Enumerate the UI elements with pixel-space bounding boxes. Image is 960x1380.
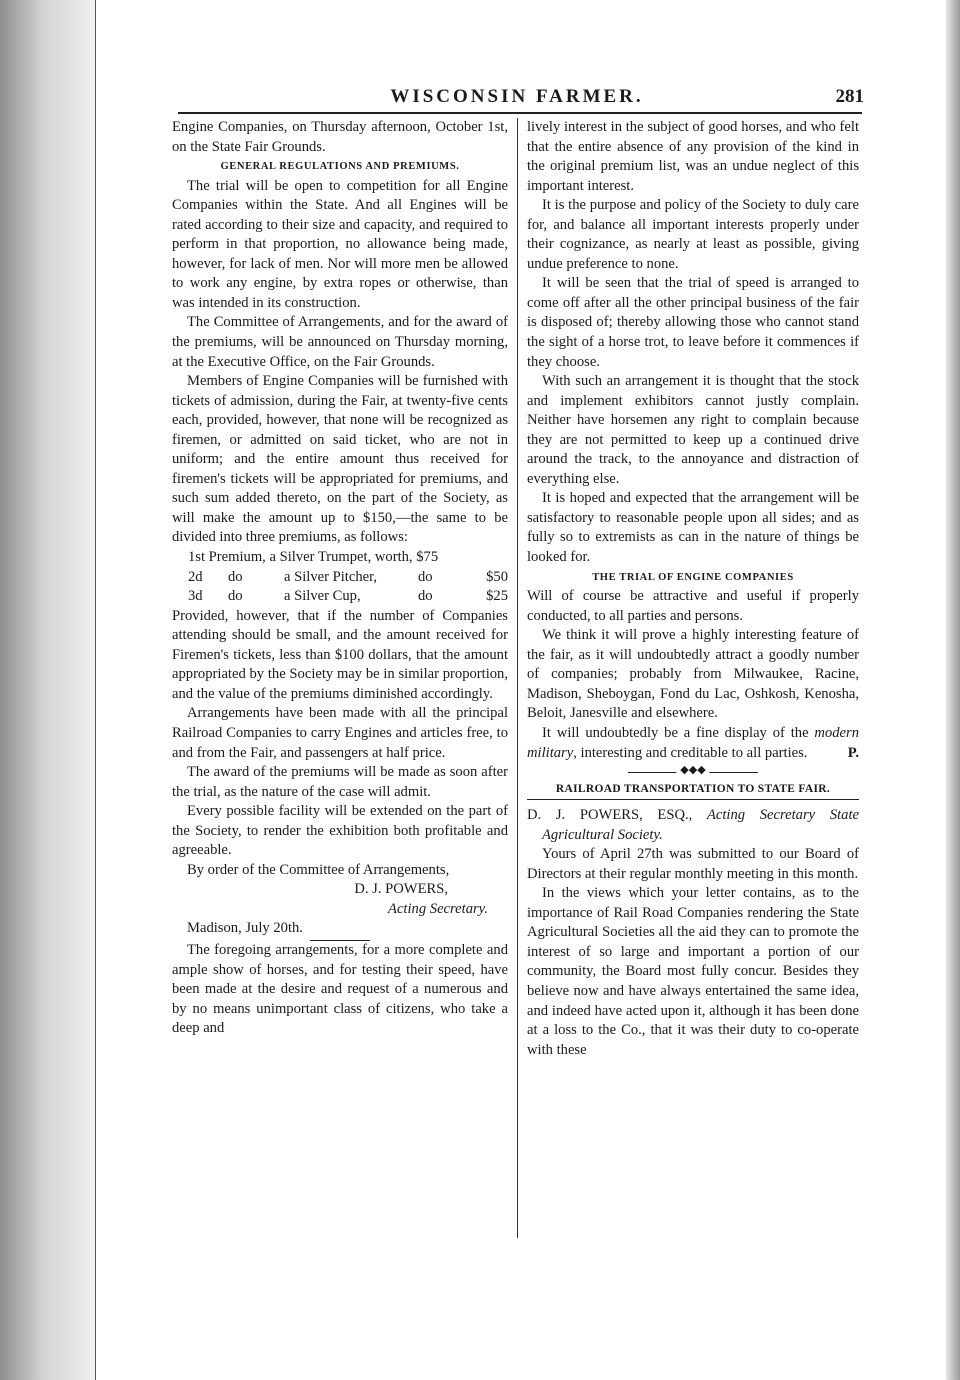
premium-ordinal: 3d xyxy=(188,588,203,605)
emphasis-text: modern military xyxy=(527,724,859,761)
section-heading: THE TRIAL OF ENGINE COMPANIES xyxy=(592,571,794,583)
paragraph: It is hoped and expected that the arrangement will be satisfactory to reasonable people upon all sides; and as fully so to extremists as can in the nature of things be looked for. xyxy=(527,490,859,566)
paragraph xyxy=(527,724,859,763)
paragraph: Will of course be attractive and useful if properly conducted, to all parties and persons. xyxy=(527,588,859,624)
addressee-name: D. J. POWERS, ESQ., xyxy=(527,807,693,824)
paragraph: We think it will prove a highly interesting feature of the fair, as it will undoubtedly attract a goodly number of companies; probably from Milwaukee, Racine, Madison, Sheboygan, Fond du Lac, Oshkosh, Kenosha, Beloit, Janesville and elsewhere. xyxy=(527,627,859,722)
premium-amount: $25 xyxy=(486,588,508,605)
column-divider xyxy=(517,118,518,1238)
paragraph: Every possible facility will be extended on the part of the Society, to render the exhibition both profitable and agreeable. xyxy=(172,803,508,859)
paragraph: The foregoing arrangements, for a more complete and ample show of horses, and for testing their speed, have been made at the desire and request of a numerous and by no means unimportant class of citizens, who take a deep and xyxy=(172,941,508,1037)
signature-title: Acting Secretary. xyxy=(388,900,488,917)
page-edge-shadow xyxy=(946,0,960,1380)
premium-ditto: do xyxy=(418,588,433,605)
text-run: , interesting and creditable to all parties. xyxy=(573,744,808,761)
book-binding-shadow xyxy=(0,0,96,1380)
page-header xyxy=(170,86,864,112)
addressee xyxy=(527,806,859,845)
ornamental-rule xyxy=(628,764,758,783)
paragraph: By order of the Committee of Arrangements, xyxy=(187,861,450,878)
ornament-glyph: ◆◆◆ xyxy=(676,763,709,777)
dateline: Madison, July 20th. xyxy=(187,920,303,937)
text-run: It will undoubtedly be a fine display of the xyxy=(542,724,815,741)
paragraph: The award of the premiums will be made as soon after the trial, as the nature of the case will admit. xyxy=(172,764,508,800)
premium-amount: $50 xyxy=(486,568,508,585)
premium-row xyxy=(172,568,508,588)
paragraph: In the views which your letter contains, as to the importance of Rail Road Companies rendering the State Agricultural Societies all the aid they can to promote the interest of so large and important a portion of our community, the Board most fully concur. Besides they believe now and have always entertained the same idea, and indeed have acted upon it, although it has been done at a loss to the Co., that it was their duty to co-operate with these xyxy=(527,885,859,1058)
paragraph: lively interest in the subject of good horses, and who felt that the entire absence of any provision of the kind in the original premium list, was an undue neglect of this important interest. xyxy=(527,119,859,194)
signature-name-line xyxy=(172,880,508,900)
paragraph: It is the purpose and policy of the Society to duly care for, and balance all important interests properly under their cognizance, as nearly at least as possible, giving undue preference to none. xyxy=(527,197,859,272)
section-heading: RAILROAD TRANSPORTATION TO STATE FAIR. xyxy=(527,780,859,800)
paragraph: Engine Companies, on Thursday afternoon, October 1st, on the State Fair Grounds. xyxy=(172,119,508,155)
paragraph: Members of Engine Companies will be furnished with tickets of admission, during the Fair, at twenty-five cents each, provided, however, that none will be recognized as firemen, or admitted on said ticket, who are not in uniform; and the entire amount thus received for firemen's tickets will be appropriated for premiums, and such sum added thereto, on the part of the Society, as will make the amount up to $150,—the same to be divided into three premiums, as follows: xyxy=(172,373,508,546)
running-title: WISCONSIN FARMER. xyxy=(390,86,644,107)
section-heading: GENERAL REGULATIONS AND PREMIUMS. xyxy=(220,161,460,173)
paragraph: Arrangements have been made with all the principal Railroad Companies to carry Engines and articles free, to and from the Fair, and passengers at half price. xyxy=(172,705,508,761)
paragraph: The trial will be open to competition for all Engine Companies within the State. And all Engines will be rated according to their size and capacity, and required to perform in that proportion, no allowance being made, however, for lack of men. Nor will more men be allowed to work any engine, by extra ropes or otherwise, than was intended in its construction. xyxy=(172,177,508,311)
author-initial: P. xyxy=(847,744,859,761)
page-number: 281 xyxy=(835,86,864,107)
right-column xyxy=(527,118,859,1060)
premium-row xyxy=(172,548,508,568)
header-rule xyxy=(178,112,862,114)
paragraph: It will be seen that the trial of speed is arranged to come off after all the other principal business of the fair is disposed of; thereby allowing those who cannot stand the sight of a horse trot, to leave before it commences if they choose. xyxy=(527,275,859,370)
paragraph: The Committee of Arrangements, and for the award of the premiums, will be announced on Thursday morning, at the Executive Office, on the Fair Grounds. xyxy=(172,314,508,370)
signature-block xyxy=(172,861,508,939)
premium-ditto: do xyxy=(228,588,243,605)
premium-ditto: do xyxy=(228,568,243,585)
premium-row xyxy=(172,587,508,607)
premium-ordinal: 2d xyxy=(188,568,203,585)
paragraph: With such an arrangement it is thought that the stock and implement exhibitors cannot justly complain. Neither have horsemen any right to complain because they are not permitted to keep up a continued drive around the track, to the annoyance and distraction of everything else. xyxy=(527,373,859,487)
addressee-title: Acting Secretary State Agricultural Society. xyxy=(542,807,859,843)
signature-name: D. J. POWERS, xyxy=(354,881,448,898)
premium-ditto: do xyxy=(418,568,433,585)
left-column xyxy=(172,118,508,1039)
premium-list xyxy=(172,548,508,607)
paragraph: Provided, however, that if the number of Companies attending should be small, and the amount received for Firemen's tickets, less than $100 dollars, that the amount appropriated by the Society may be in similar proportion, and the value of the premiums diminished accordingly. xyxy=(172,607,508,702)
paragraph: Yours of April 27th was submitted to our Board of Directors at their regular monthly meeting in this month. xyxy=(527,846,859,882)
premium-item: a Silver Cup, xyxy=(284,588,361,605)
premium-item: a Silver Pitcher, xyxy=(284,568,378,585)
premium-first: 1st Premium, a Silver Trumpet, worth, $75 xyxy=(188,549,439,566)
